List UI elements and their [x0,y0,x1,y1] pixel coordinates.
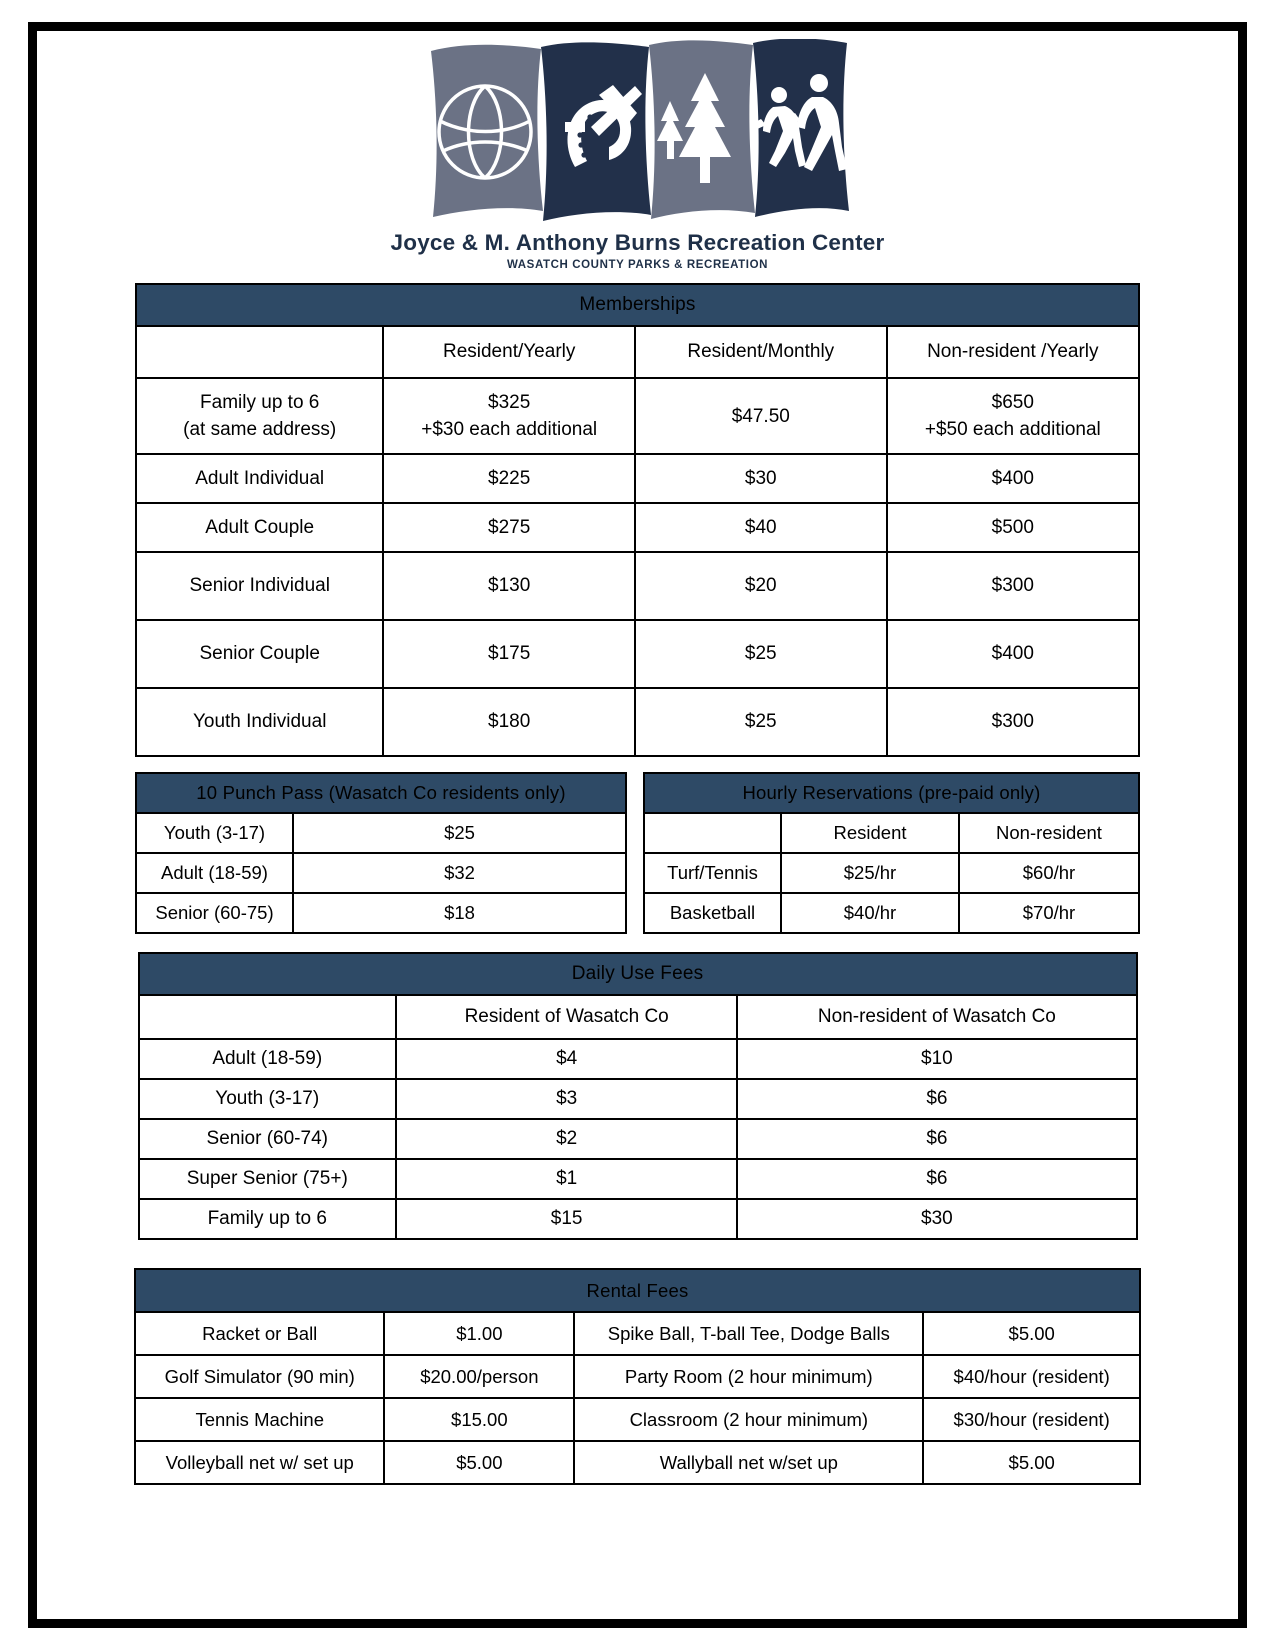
daily-col-resident: Resident of Wasatch Co [396,995,737,1039]
table-row [644,853,1139,893]
membership-label-family [136,378,383,454]
youth-individual-resident-monthly: $25 [635,688,887,756]
table-row [139,1159,1137,1199]
memberships-title: Memberships [136,284,1139,326]
memberships-col-resident-monthly: Resident/Monthly [635,326,887,378]
adult-individual-resident-monthly: $30 [635,454,887,503]
rental-title-row [135,1269,1140,1312]
hourly-label-basketball: Basketball [644,893,781,933]
daily-senior-nonresident: $6 [737,1119,1136,1159]
adult-couple-resident-yearly: $275 [383,503,635,552]
rental-price-volleyball-net: $5.00 [384,1441,574,1484]
rental-fees-table [134,1268,1141,1485]
daily-youth-resident: $3 [396,1079,737,1119]
daily-title-row [139,953,1137,995]
table-row [136,552,1139,620]
daily-family-nonresident: $30 [737,1199,1136,1239]
hourly-basketball-resident: $40/hr [781,893,959,933]
hourly-basketball-nonresident: $70/hr [959,893,1139,933]
punch-label-adult: Adult (18-59) [136,853,293,893]
punch-pass-title: 10 Punch Pass (Wasatch Co residents only) [136,773,626,813]
hourly-title: Hourly Reservations (pre-paid only) [644,773,1139,813]
punch-price-senior: $18 [293,893,626,933]
table-row [136,620,1139,688]
family-resident-yearly [383,378,635,454]
memberships-col-resident-yearly: Resident/Yearly [383,326,635,378]
hourly-col-nonresident: Non-resident [959,813,1139,853]
daily-super-senior-resident: $1 [396,1159,737,1199]
memberships-table [135,283,1140,757]
rental-item-golf-simulator: Golf Simulator (90 min) [135,1355,384,1398]
secondary-tables-row [135,772,1140,934]
memberships-title-row [136,284,1139,326]
table-row [644,893,1139,933]
table-row [136,454,1139,503]
table-row [135,1355,1140,1398]
daily-use-table [138,952,1138,1240]
punch-pass-title-row [136,773,626,813]
senior-couple-resident-yearly: $175 [383,620,635,688]
daily-youth-nonresident: $6 [737,1079,1136,1119]
family-resident-yearly-price: $325 [488,391,531,413]
memberships-col-nonresident-yearly: Non-resident /Yearly [887,326,1139,378]
rental-price-tennis-machine: $15.00 [384,1398,574,1441]
membership-label-adult-couple: Adult Couple [136,503,383,552]
senior-couple-nonresident-yearly: $400 [887,620,1139,688]
membership-label-youth-individual: Youth Individual [136,688,383,756]
rental-price-racket-or-ball: $1.00 [384,1312,574,1355]
punch-price-adult: $32 [293,853,626,893]
daily-label-family: Family up to 6 [139,1199,396,1239]
hourly-title-row [644,773,1139,813]
table-row [136,503,1139,552]
table-row [135,1441,1140,1484]
daily-header-row [139,995,1137,1039]
punch-pass-section [135,772,627,934]
rental-price-party-room: $40/hour (resident) [923,1355,1140,1398]
hourly-turf-nonresident: $60/hr [959,853,1139,893]
daily-label-super-senior: Super Senior (75+) [139,1159,396,1199]
daily-adult-resident: $4 [396,1039,737,1079]
table-row [139,1039,1137,1079]
memberships-header-row [136,326,1139,378]
daily-col-nonresident: Non-resident of Wasatch Co [737,995,1136,1039]
table-row [136,378,1139,454]
hourly-header-row [644,813,1139,853]
senior-individual-resident-monthly: $20 [635,552,887,620]
table-row [139,1119,1137,1159]
rental-item-wallyball-net: Wallyball net w/set up [574,1441,923,1484]
rental-price-spike-ball: $5.00 [923,1312,1140,1355]
hourly-col-resident: Resident [781,813,959,853]
rental-item-spike-ball: Spike Ball, T-ball Tee, Dodge Balls [574,1312,923,1355]
senior-individual-nonresident-yearly: $300 [887,552,1139,620]
document-page [28,22,1247,1628]
family-resident-yearly-note: +$30 each additional [421,419,598,441]
table-row [136,688,1139,756]
membership-label-senior-couple: Senior Couple [136,620,383,688]
table-row [139,1199,1137,1239]
table-row [136,813,626,853]
family-nonresident-yearly-price: $650 [991,391,1034,413]
hourly-reservations-table [643,772,1140,934]
family-nonresident-yearly-note: +$50 each additional [924,419,1101,441]
family-resident-monthly: $47.50 [635,378,887,454]
rental-item-classroom: Classroom (2 hour minimum) [574,1398,923,1441]
membership-label-adult-individual: Adult Individual [136,454,383,503]
rental-item-party-room: Party Room (2 hour minimum) [574,1355,923,1398]
daily-family-resident: $15 [396,1199,737,1239]
rental-price-golf-simulator: $20.00/person [384,1355,574,1398]
family-nonresident-yearly [887,378,1139,454]
memberships-section [135,283,1140,757]
youth-individual-nonresident-yearly: $300 [887,688,1139,756]
table-row [136,893,626,933]
punch-price-youth: $25 [293,813,626,853]
adult-individual-resident-yearly: $225 [383,454,635,503]
punch-pass-table [135,772,627,934]
daily-label-youth: Youth (3-17) [139,1079,396,1119]
hourly-label-turf-tennis: Turf/Tennis [644,853,781,893]
daily-label-senior: Senior (60-74) [139,1119,396,1159]
senior-couple-resident-monthly: $25 [635,620,887,688]
daily-adult-nonresident: $10 [737,1039,1136,1079]
memberships-col-blank [136,326,383,378]
daily-use-title: Daily Use Fees [139,953,1137,995]
logo-artwork [423,39,853,229]
rental-item-volleyball-net: Volleyball net w/ set up [135,1441,384,1484]
adult-individual-nonresident-yearly: $400 [887,454,1139,503]
family-label-line2: (at same address) [183,419,337,441]
membership-label-senior-individual: Senior Individual [136,552,383,620]
punch-label-youth: Youth (3-17) [136,813,293,853]
table-row [139,1079,1137,1119]
daily-col-blank [139,995,396,1039]
logo-title: Joyce & M. Anthony Burns Recreation Center [390,230,885,255]
table-row [135,1312,1140,1355]
daily-label-adult: Adult (18-59) [139,1039,396,1079]
hourly-turf-resident: $25/hr [781,853,959,893]
daily-use-section [138,952,1138,1240]
rental-item-tennis-machine: Tennis Machine [135,1398,384,1441]
rental-price-classroom: $30/hour (resident) [923,1398,1140,1441]
adult-couple-nonresident-yearly: $500 [887,503,1139,552]
youth-individual-resident-yearly: $180 [383,688,635,756]
daily-senior-resident: $2 [396,1119,737,1159]
senior-individual-resident-yearly: $130 [383,552,635,620]
table-row [135,1398,1140,1441]
rental-fees-section [134,1268,1141,1485]
rental-item-racket-or-ball: Racket or Ball [135,1312,384,1355]
rental-price-wallyball-net: $5.00 [923,1441,1140,1484]
organization-logo [37,31,1238,271]
hourly-reservations-section [643,772,1140,934]
logo-subtitle: WASATCH COUNTY PARKS & RECREATION [506,258,769,271]
hourly-col-blank [644,813,781,853]
rental-fees-title: Rental Fees [135,1269,1140,1312]
family-label-line1: Family up to 6 [200,391,320,413]
table-row [136,853,626,893]
adult-couple-resident-monthly: $40 [635,503,887,552]
daily-super-senior-nonresident: $6 [737,1159,1136,1199]
punch-label-senior: Senior (60-75) [136,893,293,933]
